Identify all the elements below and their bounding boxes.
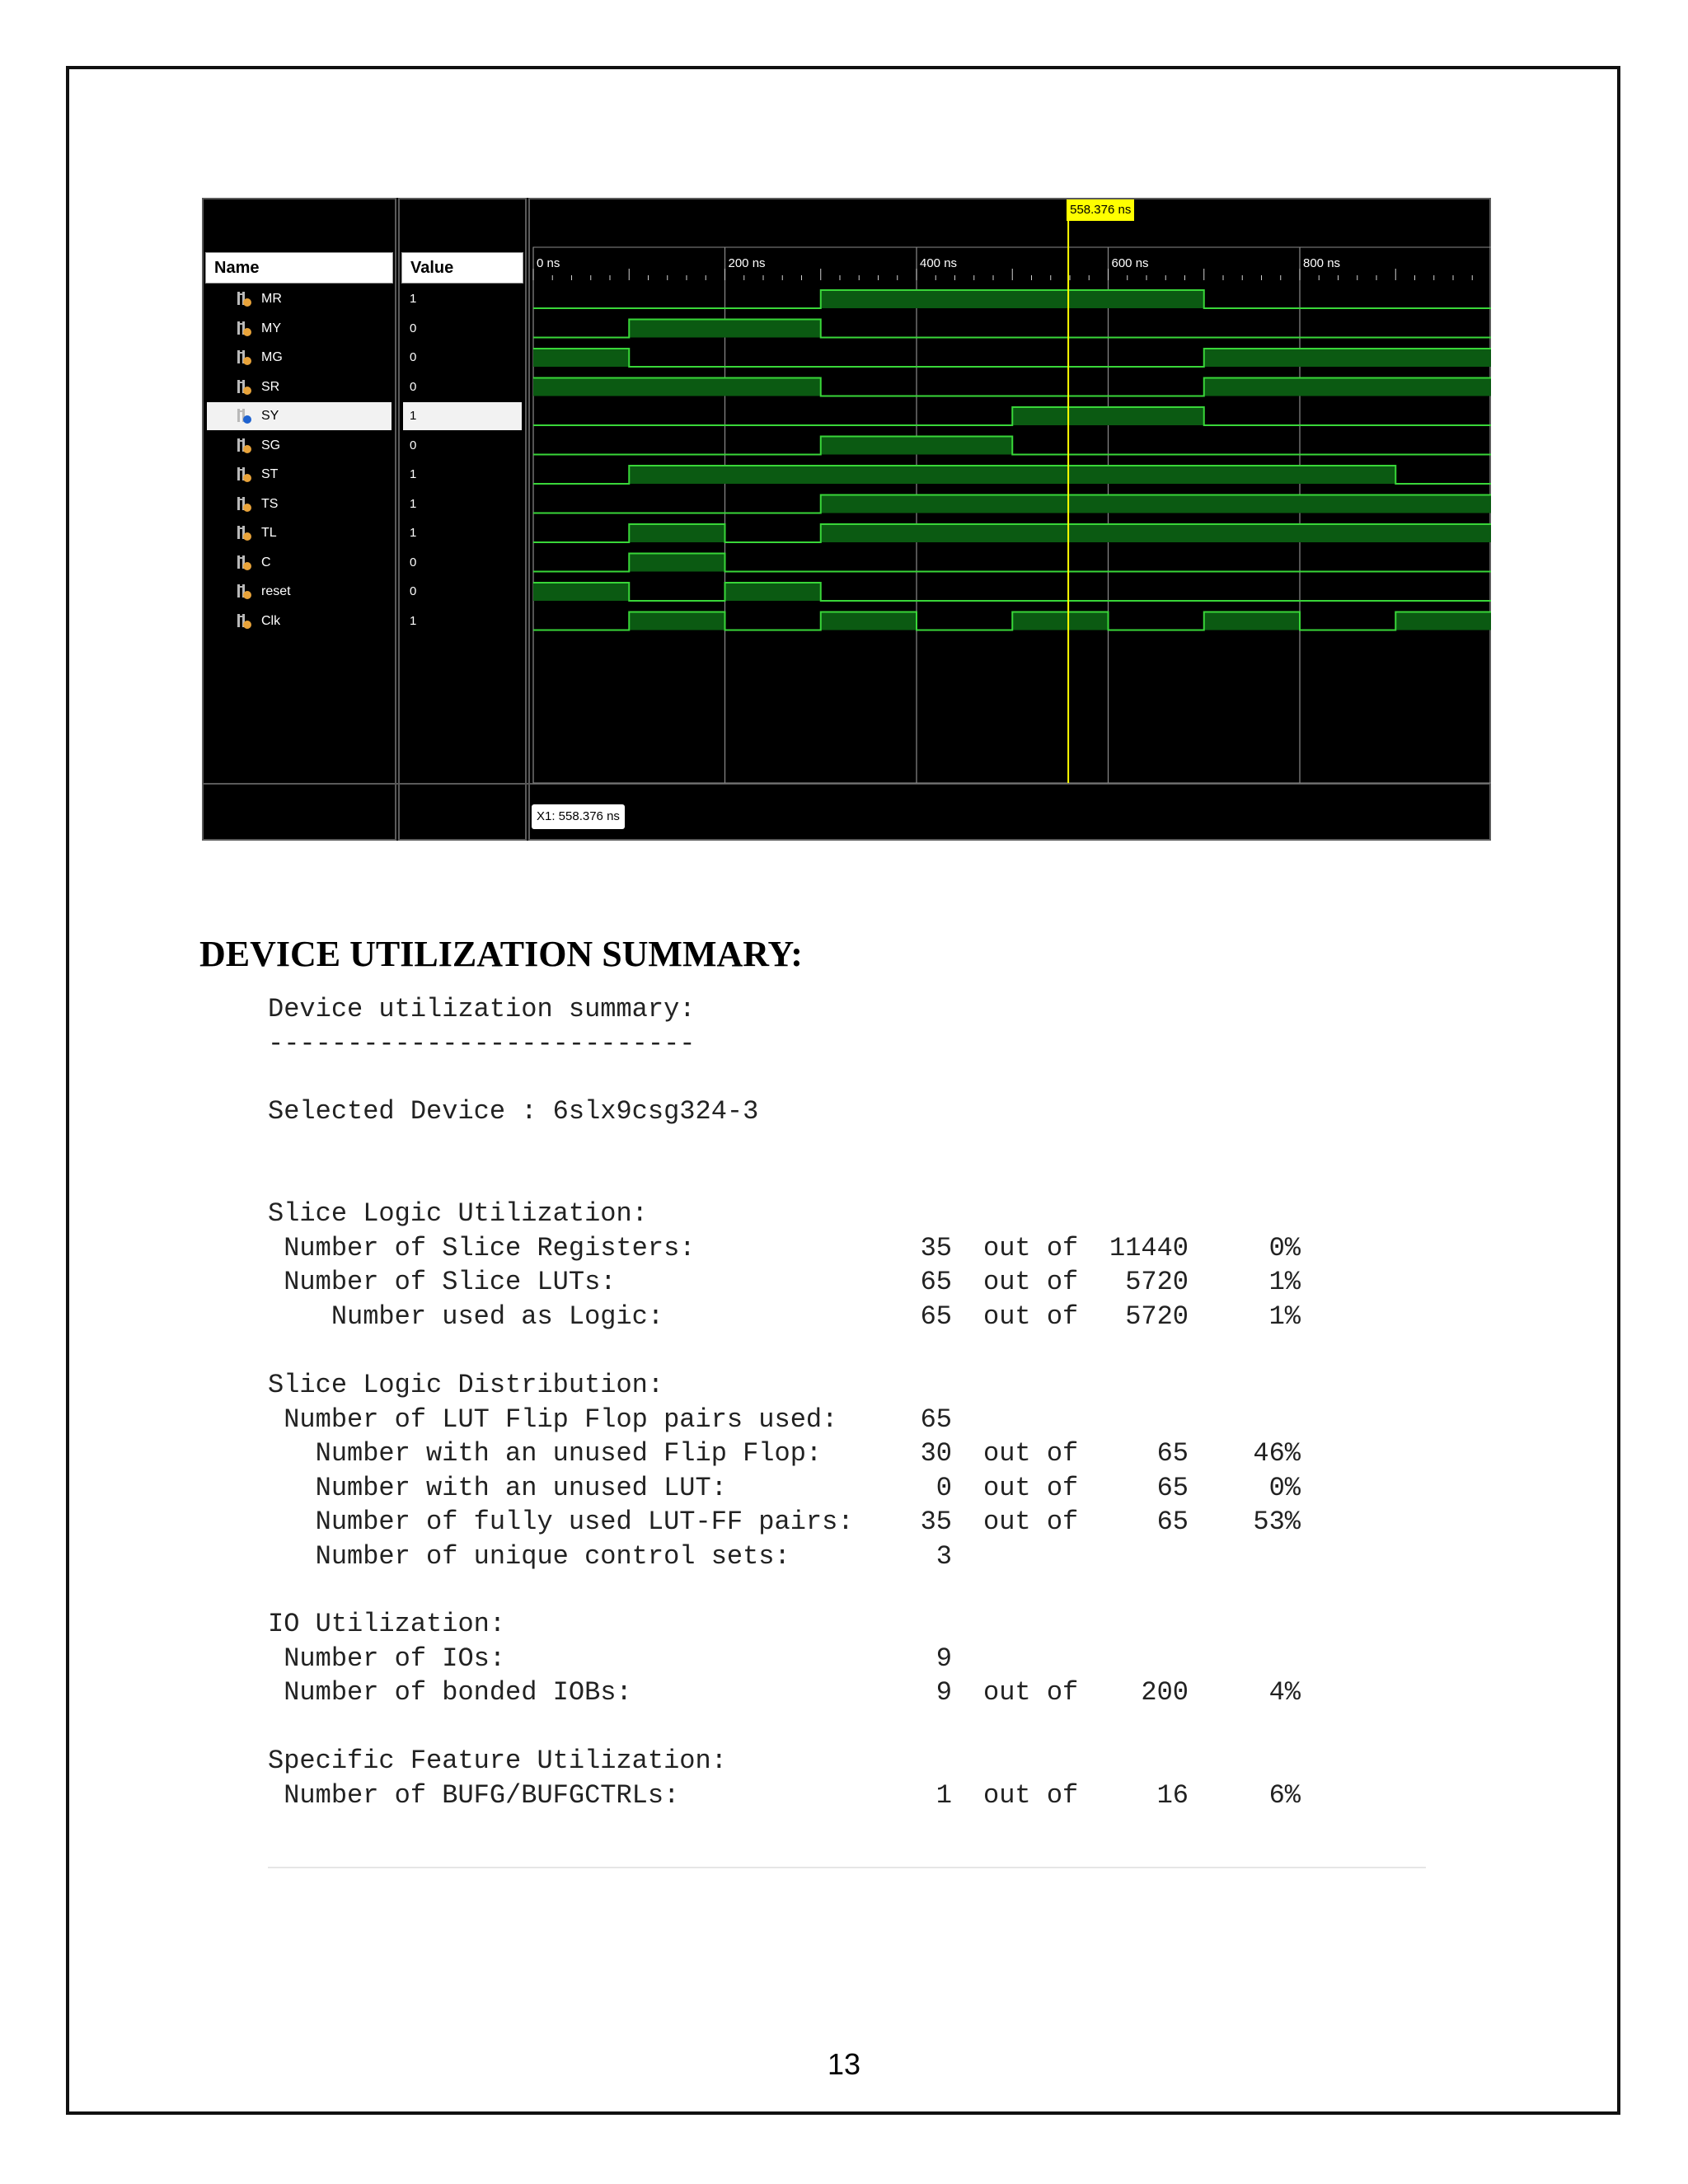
signal-name: MR	[261, 292, 282, 306]
signal-value: 0	[410, 438, 417, 452]
report-percent: 4%	[1268, 1677, 1301, 1708]
signal-value-pane	[398, 198, 527, 841]
report-used-count: 65	[920, 1404, 952, 1435]
report-available-count: 200	[1141, 1677, 1189, 1708]
signal-high-fill	[821, 290, 1204, 308]
signal-high-fill	[533, 583, 629, 601]
signal-icon	[235, 349, 253, 367]
signal-name: MG	[261, 350, 283, 364]
report-out-of: out of	[983, 1267, 1079, 1297]
report-row-label: Number of LUT Flip Flop pairs used:	[268, 1404, 838, 1435]
report-row-label: Number of Slice LUTs:	[268, 1267, 617, 1297]
signal-name: reset	[261, 584, 291, 598]
signal-waveform	[533, 583, 1491, 601]
signal-name: SY	[261, 409, 279, 423]
signal-high-fill	[1204, 349, 1491, 367]
signal-name-row[interactable]	[207, 549, 392, 577]
signal-high-fill	[725, 583, 821, 601]
signal-name-row[interactable]	[207, 373, 392, 401]
signal-value: 1	[410, 613, 417, 628]
report-available-count: 11440	[1109, 1232, 1189, 1263]
signal-name: SG	[261, 438, 281, 452]
cursor-time-label[interactable]: 558.376 ns	[1067, 199, 1134, 221]
report-row-label: Number with an unused Flip Flop:	[268, 1438, 823, 1469]
report-title: Device utilization summary:	[268, 994, 696, 1024]
signal-name-row[interactable]	[207, 607, 392, 635]
report-group-heading: Slice Logic Utilization:	[268, 1198, 648, 1229]
signal-name-row[interactable]	[207, 285, 392, 313]
time-tick-label: 400 ns	[920, 256, 958, 270]
signal-value: 0	[410, 321, 417, 335]
report-rule: ---------------------------	[268, 1029, 696, 1059]
signal-high-fill	[821, 612, 917, 630]
report-available-count: 65	[1156, 1438, 1189, 1469]
signal-value-row	[403, 607, 522, 635]
signal-name-row[interactable]	[207, 461, 392, 489]
signal-value-row	[403, 315, 522, 343]
signal-name-pane	[202, 198, 396, 841]
report-out-of: out of	[983, 1507, 1079, 1537]
report-out-of: out of	[983, 1779, 1079, 1811]
signal-high-fill	[629, 524, 724, 542]
time-tick-label: 600 ns	[1111, 256, 1149, 270]
time-tick-label: 200 ns	[728, 256, 766, 270]
time-tick-label: 800 ns	[1303, 256, 1341, 270]
signal-value-row	[403, 344, 522, 372]
signal-high-fill	[629, 612, 724, 630]
signal-name-row[interactable]	[207, 315, 392, 343]
report-percent: 1%	[1268, 1267, 1301, 1297]
signal-value-row	[403, 490, 522, 518]
signal-name: SR	[261, 379, 280, 394]
signal-name-row[interactable]	[207, 432, 392, 460]
signal-icon	[235, 407, 253, 425]
report-out-of: out of	[983, 1472, 1079, 1503]
report-percent: 1%	[1268, 1301, 1301, 1332]
signal-high-fill	[533, 378, 821, 396]
report-used-count: 0	[935, 1472, 952, 1503]
selected-device: Selected Device : 6slx9csg324-3	[268, 1096, 759, 1127]
signal-icon	[235, 612, 253, 630]
signal-value-row	[403, 549, 522, 577]
report-used-count: 65	[920, 1267, 952, 1297]
signal-high-fill	[1012, 407, 1204, 425]
signal-value-row	[403, 578, 522, 606]
signal-icon	[235, 495, 253, 513]
waveform-plot[interactable]	[528, 198, 1491, 841]
signal-name: MY	[261, 321, 281, 335]
report-used-count: 30	[920, 1438, 952, 1469]
signal-name: Clk	[261, 613, 281, 628]
signal-icon	[235, 290, 253, 308]
signal-name-row[interactable]	[207, 402, 392, 430]
report-row-label: Number used as Logic:	[268, 1301, 664, 1332]
signal-name: ST	[261, 467, 279, 481]
time-tick-label: 0 ns	[537, 256, 560, 270]
report-used-count: 35	[920, 1232, 952, 1263]
report-percent: 6%	[1268, 1779, 1301, 1811]
report-used-count: 9	[935, 1643, 952, 1674]
signal-waveform	[533, 407, 1491, 425]
report-row-label: Number of fully used LUT-FF pairs:	[268, 1507, 854, 1537]
report-available-count: 65	[1156, 1472, 1189, 1503]
signal-value-row	[403, 285, 522, 313]
signal-name-row[interactable]	[207, 519, 392, 547]
signal-high-fill	[1012, 612, 1108, 630]
report-out-of: out of	[983, 1232, 1079, 1263]
signal-value-row	[403, 432, 522, 460]
report-group-heading: Slice Logic Distribution:	[268, 1370, 664, 1400]
signal-high-fill	[1204, 612, 1300, 630]
report-out-of: out of	[983, 1677, 1079, 1708]
signal-value: 1	[410, 292, 417, 306]
waveform-viewer	[202, 198, 1491, 841]
report-row-label: Number of Slice Registers:	[268, 1232, 696, 1263]
signal-high-fill	[821, 524, 1491, 542]
signal-value-row	[403, 402, 522, 430]
report-row-label: Number of BUFG/BUFGCTRLs:	[268, 1779, 680, 1811]
report-used-count: 3	[935, 1540, 952, 1572]
signal-value: 1	[410, 467, 417, 481]
report-divider	[268, 1867, 1426, 1868]
signal-value-row	[403, 461, 522, 489]
signal-icon	[235, 524, 253, 542]
report-available-count: 16	[1156, 1779, 1189, 1811]
report-percent: 53%	[1253, 1507, 1301, 1537]
signal-value: 1	[410, 496, 417, 511]
signal-high-fill	[629, 320, 821, 338]
report-available-count: 65	[1156, 1507, 1189, 1537]
signal-waveform	[533, 437, 1491, 455]
signal-high-fill	[533, 349, 629, 367]
signal-high-fill	[629, 466, 1395, 484]
cursor-readout: X1: 558.376 ns	[532, 804, 625, 829]
signal-icon	[235, 554, 253, 572]
report-used-count: 35	[920, 1507, 952, 1537]
report-row-label: Number of unique control sets:	[268, 1540, 790, 1572]
signal-icon	[235, 320, 253, 338]
report-row-label: Number of IOs:	[268, 1643, 506, 1674]
report-percent: 46%	[1253, 1438, 1301, 1469]
signal-value: 0	[410, 555, 417, 569]
signal-icon	[235, 378, 253, 396]
report-used-count: 65	[920, 1301, 952, 1332]
report-used-count: 1	[935, 1779, 952, 1811]
value-column-header[interactable]: Value	[401, 252, 523, 284]
signal-value: 1	[410, 526, 417, 540]
signal-icon	[235, 437, 253, 455]
report-used-count: 9	[935, 1677, 952, 1708]
signal-value: 0	[410, 584, 417, 598]
signal-high-fill	[629, 554, 724, 572]
report-group-heading: Specific Feature Utilization:	[268, 1746, 727, 1776]
name-column-header[interactable]: Name	[205, 252, 393, 284]
signal-name-row[interactable]	[207, 578, 392, 606]
signal-high-fill	[1204, 378, 1491, 396]
signal-value: 0	[410, 350, 417, 364]
section-title: DEVICE UTILIZATION SUMMARY:	[199, 934, 803, 974]
report-available-count: 5720	[1125, 1267, 1189, 1297]
report-out-of: out of	[983, 1301, 1079, 1332]
report-available-count: 5720	[1125, 1301, 1189, 1332]
report-row-label: Number of bonded IOBs:	[268, 1677, 632, 1708]
signal-icon	[235, 466, 253, 484]
signal-name: C	[261, 555, 271, 569]
report-group-heading: IO Utilization:	[268, 1609, 506, 1639]
signal-name: TL	[261, 526, 277, 540]
signal-high-fill	[1395, 612, 1491, 630]
report-percent: 0%	[1268, 1472, 1301, 1503]
signal-value-row	[403, 373, 522, 401]
signal-icon	[235, 583, 253, 601]
signal-value: 1	[410, 409, 417, 423]
signal-name-row[interactable]	[207, 490, 392, 518]
signal-value: 0	[410, 379, 417, 394]
report-row-label: Number with an unused LUT:	[268, 1472, 727, 1503]
report-percent: 0%	[1268, 1232, 1301, 1263]
report-out-of: out of	[983, 1438, 1079, 1469]
signal-value-row	[403, 519, 522, 547]
signal-name-row[interactable]	[207, 344, 392, 372]
signal-high-fill	[821, 437, 1013, 455]
signal-high-fill	[821, 495, 1491, 513]
page-number: 13	[827, 2047, 861, 2081]
signal-name: TS	[261, 496, 279, 511]
utilization-report	[268, 993, 1426, 1871]
